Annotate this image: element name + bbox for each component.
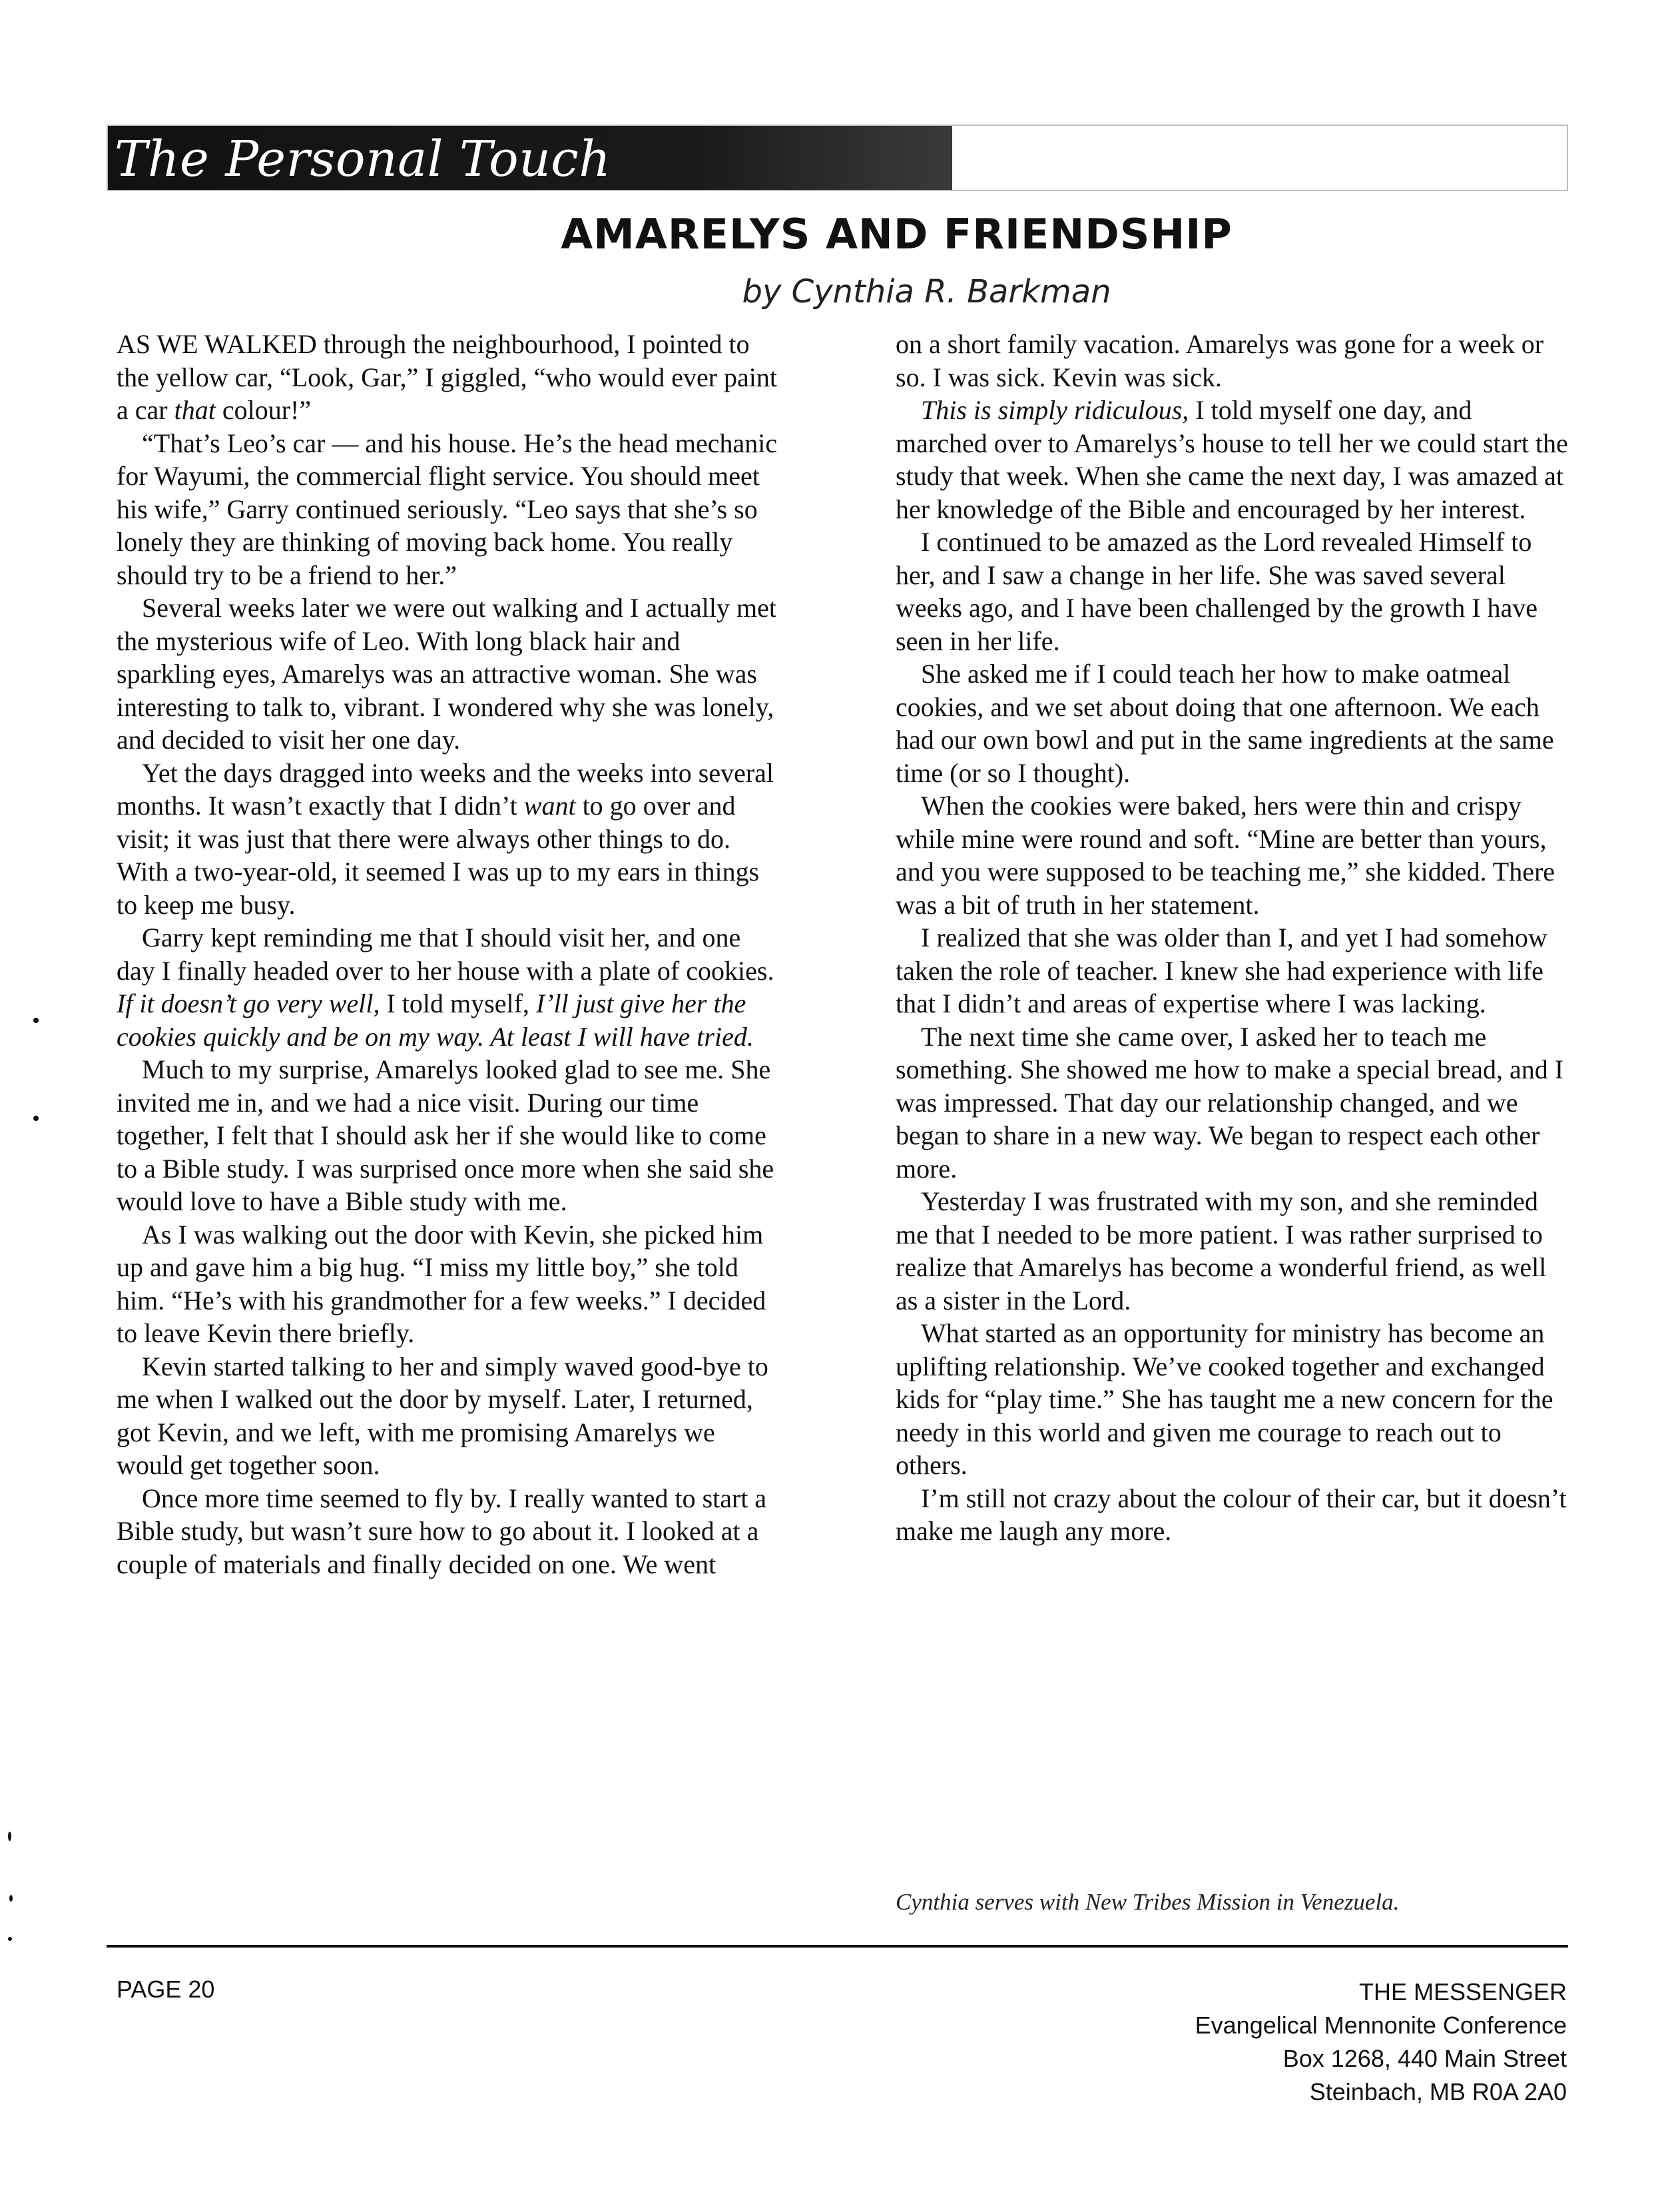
paragraph: Yet the days dragged into weeks and the weeks into several months. It wasn’t exactly that I didn’t want to go over and visit; it was just that there were always other things to do. With a two-year-old, it seemed I was up to my ears in things to keep me busy. [117,757,774,920]
paragraph: Garry kept reminding me that I should visit her, and one day I finally headed over to her house with a plate of cookies. If it doesn’t go very well, I told myself, I’ll just give her the cookies quickly and be on my way. At least I will have tried. [117,922,774,1052]
scan-speck [8,1937,12,1941]
section-title: The Personal Touch [115,131,611,188]
author-note: Cynthia serves with New Tribes Mission in Venezuela. [896,1889,1400,1915]
scan-speck [9,1895,13,1902]
section-banner [107,125,1568,191]
publication-info [1195,1976,1567,2109]
page-number: PAGE 20 [117,1976,215,2003]
publication-name: THE MESSENGER [1358,1978,1567,2006]
paragraph: As I was walking out the door with Kevin, she picked him up and gave him a big hug. “I miss my little boy,” she told him. “He’s with his grandmother for a few weeks.” I decided to leave Kevin there briefly. [117,1219,766,1348]
paragraph: She asked me if I could teach her how to make oatmeal cookies, and we set about doing that one afternoon. We each had our own bowl and put in the same ingredients at the same time (or so I thought). [896,659,1554,788]
article-byline: by Cynthia R. Barkman [742,273,1111,310]
paragraph: Once more time seemed to fly by. I really wanted to start a Bible study, but wasn’t sure how to go about it. I looked at a couple of materials and finally decided on one. We went [117,1483,767,1579]
scan-speck [33,1116,39,1121]
left-column [117,328,782,1581]
publisher-org: Evangelical Mennonite Conference [1195,2012,1567,2039]
paragraph: Kevin started talking to her and simply waved good-bye to me when I walked out the door by myself. Later, I returned, got Kevin, and we left, with me promising Amarelys we would get together soon. [117,1351,768,1480]
paragraph: The next time she came over, I asked her to teach me something. She showed me how to make a special bread, and I was impressed. That day our relationship changed, and we began to share in a new way. We began to respect each other more. [896,1021,1564,1184]
paragraph: What started as an opportunity for ministry has become an uplifting relationship. We’ve cooked together and exchanged kids for “play time.” She has taught me a new concern for the needy in this world and given me courage to reach out to others. [896,1318,1553,1480]
article-title: AMARELYS AND FRIENDSHIP [561,210,1233,258]
paragraph: Much to my surprise, Amarelys looked glad to see me. She invited me in, and we had a nice visit. During our time together, I felt that I should ask her if she would like to come to a Bible study. I was surprised once more when she said she would love to have a Bible study with me. [117,1054,774,1216]
publisher-address-line-2: Steinbach, MB R0A 2A0 [1309,2078,1567,2105]
paragraph: I continued to be amazed as the Lord revealed Himself to her, and I saw a change in her life. She was saved several weeks ago, and I have been challenged by the growth I have seen in her life. [896,527,1538,656]
paragraph: When the cookies were baked, hers were thin and crispy while mine were round and soft. “Mine are better than yours, and you were supposed to be teaching me,” she kidded. There was a bit of truth in her statement. [896,791,1555,920]
scan-speck [8,1832,11,1841]
right-column [896,328,1568,1548]
paragraph: I realized that she was older than I, and yet I had somehow taken the role of teacher. I knew she had experience with life that I didn’t and areas of expertise where I was lacking. [896,922,1547,1018]
paragraph: This is simply ridiculous, I told myself one day, and marched over to Amarelys’s house to tell her we could start the study that week. When she came the next day, I was amazed at her knowledge of the Bible and encouraged by her interest. [896,395,1568,524]
paragraph: “That’s Leo’s car — and his house. He’s the head mechanic for Wayumi, the commercial flight service. You should meet his wife,” Garry continued seriously. “Leo says that she’s so lonely they are thinking of moving back home. You really should try to be a friend to her.” [117,428,778,590]
paragraph: Several weeks later we were out walking and I actually met the mysterious wife of Leo. With long black hair and sparkling eyes, Amarelys was an attractive woman. She was interesting to talk to, vibrant. I wondered why she was lonely, and decided to visit her one day. [117,593,776,755]
paragraph: I’m still not crazy about the colour of their car, but it doesn’t make me laugh any more. [896,1483,1567,1546]
paragraph: Yesterday I was frustrated with my son, and she reminded me that I needed to be more patient. I was rather surprised to realize that Amarelys has become a wonderful friend, as well as a sister in the Lord. [896,1186,1547,1315]
publisher-address-line-1: Box 1268, 440 Main Street [1282,2045,1567,2072]
paragraph: AS WE WALKED through the neighbourhood, I pointed to the yellow car, “Look, Gar,” I giggled, “who would ever paint a car that colour!” [117,329,778,425]
scan-speck [33,1018,39,1023]
paragraph: on a short family vacation. Amarelys was gone for a week or so. I was sick. Kevin was sick. [896,329,1544,392]
footer-divider [107,1945,1568,1948]
